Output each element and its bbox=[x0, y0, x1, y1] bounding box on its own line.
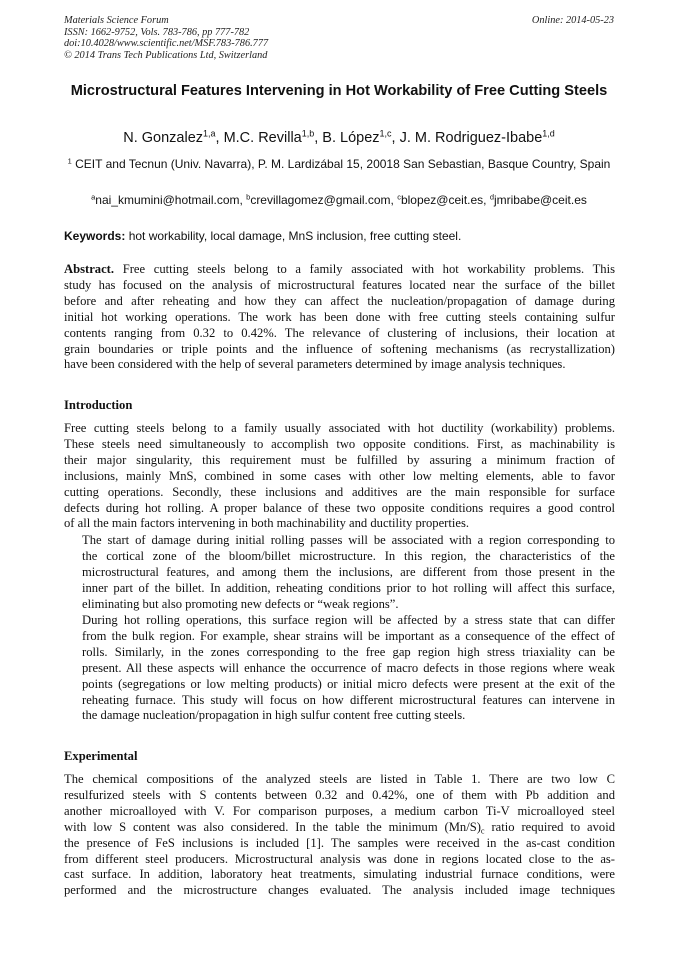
text-line: defects during hot rolling. A proper balance of these two opposite conditions requires a good control bbox=[64, 500, 615, 515]
email-list: $^a$nai_kmumini@hotmail.com, $^b$crevillagomez@gmail.com, $^c$blopez@ceit.es, $^d$jmribabe@ceit.es bbox=[91, 192, 587, 207]
keywords-label: Keywords: bbox=[64, 229, 126, 243]
doi-line: doi:10.4028/www.scientific.net/MSF.783-786.777 bbox=[64, 38, 269, 50]
paragraph bbox=[64, 772, 615, 899]
email: $^d$jmribabe@ceit.es bbox=[489, 192, 587, 207]
text-line: Free cutting steels belong to a family usually associated with hot ductility (workability) problems. bbox=[64, 421, 615, 435]
text-line: have been considered with the help of several parameters determined by image analysis techniques. bbox=[64, 357, 566, 372]
affiliation: $^1$ CEIT and Tecnun (Univ. Navarra), P. M. Lardizábal 15, 20018 San Sebastian, Basque Country, Spain bbox=[67, 156, 611, 171]
paragraph bbox=[64, 613, 615, 724]
text-line: performed and the microstructure changes evaluated. The analysis included image techniques bbox=[64, 883, 615, 898]
text-line: the damage nucleation/propagation in high sulfur content free cutting steels. bbox=[82, 708, 466, 723]
text-line: reheating furnace. This study will focus on how different microstructural features can intervene in bbox=[82, 692, 615, 707]
text-line: from different steel producers. Microstructural analysis was done in regions located close to the as- bbox=[64, 851, 615, 866]
online-date: Online: 2014-05-23 bbox=[531, 15, 614, 26]
author: J. M. Rodriguez-Ibabe$^{1,d}$ bbox=[399, 128, 555, 146]
text-line: cutting operations. Secondly, these inclusions and additives are the main responsible for surface bbox=[64, 484, 615, 499]
paper-title: Microstructural Features Intervening in Hot Workability of Free Cutting Steels bbox=[70, 83, 608, 99]
text-line: inclusions, mainly MnS, combined in some cases with other low melting elements, able to favor bbox=[64, 468, 615, 483]
abstract-label: Abstract. bbox=[64, 262, 115, 276]
paragraph bbox=[64, 533, 615, 613]
journal-name: Materials Science Forum bbox=[64, 15, 169, 26]
text-line: contents ranging from 0.32 to 0.42%. The relevance of clustering of inclusions, their location at bbox=[64, 325, 615, 340]
text-line: their major singularity, this requirement must be fulfilled by assuring a minimum fraction of bbox=[64, 452, 615, 467]
text-line: with low S content was also considered. In the table the minimum $(Mn/S)_c$ ratio required to avoid bbox=[64, 819, 616, 836]
text-line: grain boundaries or triple points and the influence of softening mechanisms (as recrystallization) bbox=[64, 341, 615, 356]
text-line: eliminating but also promoting new defects or “weak regions”. bbox=[82, 596, 399, 611]
issn-line: ISSN: 1662-9752, Vols. 783-786, pp 777-782 bbox=[64, 26, 250, 38]
text-line: of all the main factors intervening in both machinability and ductility properties. bbox=[64, 516, 469, 531]
text-line: from the bulk region. For example, shear strains will be important as a consequence of the effect of bbox=[82, 628, 615, 643]
text-line: before and after reheating and how they can affect the nucleation/propagation of damage during bbox=[64, 293, 615, 308]
text-line: The start of damage during initial rolling passes will be associated with a region corresponding to bbox=[82, 533, 615, 547]
text-line: the cortical zone of the bloom/billet microstructure. In this region, the characteristics of the bbox=[82, 548, 615, 563]
text-line: rolls. Similarly, in the zones corresponding to the free gap region high stress triaxiality can be bbox=[82, 644, 615, 659]
keywords-text: hot workability, local damage, MnS inclusion, free cutting steel. bbox=[128, 229, 462, 243]
text-line: another microalloyed with V. For comparison purposes, a medium carbon Ti-V microalloyed steel bbox=[64, 803, 615, 818]
author: N. Gonzalez$^{1,a}$ bbox=[123, 128, 216, 146]
section-heading-experimental: Experimental bbox=[64, 749, 138, 763]
abstract bbox=[64, 262, 615, 373]
copyright-line: © 2014 Trans Tech Publications Ltd, Switzerland bbox=[64, 49, 268, 61]
email: $^a$nai_kmumini@hotmail.com bbox=[91, 192, 240, 207]
text-line: The chemical compositions of the analyzed steels are listed in Table 1. There are two low C bbox=[64, 772, 615, 786]
text-line: cast surface. In addition, laboratory heat treatments, simulating industrial furnace conditions, were bbox=[64, 867, 615, 882]
text-line: initial hot working operations. The work has been done with free cutting steels containing sulfur bbox=[64, 309, 615, 324]
journal-header bbox=[64, 15, 268, 61]
text-line: resulfurized steels with S contents between 0.32 and 0.42%, one of them with Pb addition and bbox=[64, 787, 615, 802]
author: M.C. Revilla$^{1,b}$ bbox=[223, 128, 315, 146]
text-line: inner part of the billet. In addition, reheating conditions prior to hot rolling will affect this surface, bbox=[82, 580, 615, 595]
text-line: the presence of FeS inclusions is included [1]. The samples were received in the as-cast condition bbox=[64, 835, 615, 850]
paragraph bbox=[64, 421, 615, 532]
text-line: microstructural features, and among them the inclusions, are different from those present in the bbox=[82, 564, 615, 579]
text-line: Abstract. Free cutting steels belong to a family associated with hot workability problems. This bbox=[64, 262, 615, 276]
text-line: These steels need simultaneously to accomplish two opposite conditions. First, as machinability is bbox=[64, 436, 615, 451]
email: $^b$crevillagomez@gmail.com bbox=[246, 192, 391, 207]
text-line: points (segregations or low melting products) or initial micro defects were present at the exit of the bbox=[82, 676, 615, 691]
author: B. López$^{1,c}$ bbox=[322, 128, 392, 146]
text-line: study has focused on the analysis of microstructural features located near the surface of the billet bbox=[64, 277, 615, 292]
email: $^c$blopez@ceit.es bbox=[397, 192, 484, 207]
keywords bbox=[64, 229, 614, 243]
text-line: During hot rolling operations, this surface region will be affected by a stress state that can differ bbox=[82, 613, 615, 627]
author-list: N. Gonzalez$^{1,a}$, M.C. Revilla$^{1,b}$, B. López$^{1,c}$, J. M. Rodriguez-Ibabe$^{1,d}$ bbox=[123, 128, 555, 146]
text-line: present. All these aspects will enhance the occurrence of macro defects in those regions where weak bbox=[82, 660, 615, 675]
section-heading-introduction: Introduction bbox=[64, 398, 133, 412]
